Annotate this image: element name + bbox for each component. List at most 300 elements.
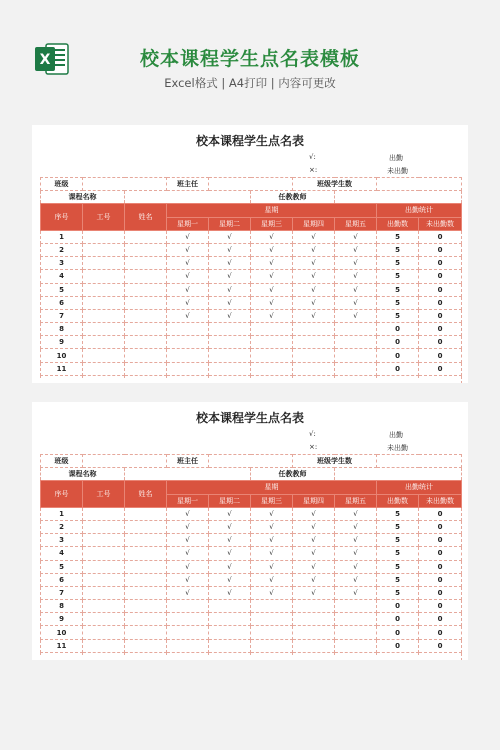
sheet-preview-2 bbox=[32, 402, 468, 660]
table-row bbox=[41, 349, 462, 362]
legend-absent-symbol: ×: bbox=[309, 166, 318, 174]
attendance-mark-cell[interactable] bbox=[293, 613, 335, 626]
attendance-mark-cell[interactable]: √ bbox=[167, 230, 209, 243]
present-count-cell: 5 bbox=[377, 560, 419, 573]
attendance-mark-cell[interactable]: √ bbox=[251, 257, 293, 270]
info-row bbox=[41, 455, 462, 468]
attendance-mark-cell[interactable]: √ bbox=[251, 560, 293, 573]
attendance-mark-cell[interactable] bbox=[209, 349, 251, 362]
table-row bbox=[41, 257, 462, 270]
attendance-mark-cell[interactable]: √ bbox=[251, 586, 293, 599]
col-day-header: 星期三 bbox=[251, 217, 293, 230]
attendance-mark-cell[interactable]: √ bbox=[167, 560, 209, 573]
id-cell[interactable] bbox=[83, 270, 125, 283]
course-label: 课程名称 bbox=[41, 191, 125, 204]
col-day-header: 星期四 bbox=[293, 217, 335, 230]
absent-count-cell: 0 bbox=[419, 547, 462, 560]
head-teacher-value-cell[interactable] bbox=[209, 455, 293, 468]
attendance-mark-cell[interactable] bbox=[167, 323, 209, 336]
attendance-mark-cell[interactable]: √ bbox=[293, 243, 335, 256]
col-day-header: 星期一 bbox=[167, 494, 209, 507]
attendance-mark-cell[interactable]: √ bbox=[293, 296, 335, 309]
attendance-mark-cell[interactable]: √ bbox=[209, 520, 251, 533]
id-cell[interactable] bbox=[83, 573, 125, 586]
row-number: 10 bbox=[41, 349, 83, 362]
attendance-mark-cell[interactable] bbox=[335, 323, 377, 336]
name-cell[interactable] bbox=[125, 573, 167, 586]
name-cell[interactable] bbox=[125, 230, 167, 243]
table-row bbox=[41, 520, 462, 533]
row-number: 8 bbox=[41, 323, 83, 336]
table-row bbox=[41, 600, 462, 613]
col-week-header: 星期 bbox=[167, 481, 377, 494]
attendance-mark-cell[interactable]: √ bbox=[167, 573, 209, 586]
attendance-mark-cell[interactable] bbox=[251, 639, 293, 652]
attendance-mark-cell[interactable]: √ bbox=[251, 534, 293, 547]
class-students-label: 班级学生数 bbox=[293, 178, 377, 191]
class-students-value-cell[interactable] bbox=[377, 178, 462, 191]
teacher-label: 任教教师 bbox=[251, 191, 335, 204]
attendance-mark-cell[interactable]: √ bbox=[335, 243, 377, 256]
attendance-table bbox=[40, 454, 462, 660]
attendance-mark-cell[interactable]: √ bbox=[209, 309, 251, 322]
col-no-header: 序号 bbox=[41, 481, 83, 507]
attendance-mark-cell[interactable]: √ bbox=[335, 257, 377, 270]
attendance-mark-cell[interactable]: √ bbox=[251, 243, 293, 256]
table-row bbox=[41, 323, 462, 336]
attendance-mark-cell[interactable] bbox=[335, 600, 377, 613]
class-label: 班级 bbox=[41, 455, 83, 468]
present-count-cell: 0 bbox=[377, 600, 419, 613]
table-row bbox=[41, 507, 462, 520]
attendance-mark-cell[interactable]: √ bbox=[167, 520, 209, 533]
attendance-mark-cell[interactable]: √ bbox=[335, 520, 377, 533]
table-row bbox=[41, 573, 462, 586]
attendance-mark-cell[interactable] bbox=[209, 639, 251, 652]
attendance-mark-cell[interactable] bbox=[209, 613, 251, 626]
attendance-mark-cell[interactable] bbox=[335, 362, 377, 375]
name-cell[interactable] bbox=[125, 507, 167, 520]
attendance-mark-cell[interactable]: √ bbox=[209, 243, 251, 256]
absent-count-cell: 0 bbox=[419, 296, 462, 309]
id-cell[interactable] bbox=[83, 534, 125, 547]
attendance-mark-cell[interactable]: √ bbox=[293, 507, 335, 520]
table-row bbox=[41, 534, 462, 547]
absent-count-cell: 0 bbox=[419, 270, 462, 283]
attendance-mark-cell[interactable]: √ bbox=[209, 573, 251, 586]
sheet-cutoff bbox=[40, 655, 461, 660]
col-day-header: 星期五 bbox=[335, 217, 377, 230]
table-row bbox=[41, 362, 462, 375]
name-cell[interactable] bbox=[125, 243, 167, 256]
attendance-mark-cell[interactable]: √ bbox=[335, 309, 377, 322]
attendance-mark-cell[interactable]: √ bbox=[293, 586, 335, 599]
attendance-mark-cell[interactable]: √ bbox=[293, 270, 335, 283]
class-students-label: 班级学生数 bbox=[293, 455, 377, 468]
attendance-mark-cell[interactable]: √ bbox=[167, 270, 209, 283]
absent-count-cell: 0 bbox=[419, 230, 462, 243]
page-title: 校本课程学生点名表模板 bbox=[139, 48, 360, 70]
class-value-cell[interactable] bbox=[83, 455, 167, 468]
col-present-header: 出勤数 bbox=[377, 494, 419, 507]
name-cell[interactable] bbox=[125, 534, 167, 547]
absent-count-cell: 0 bbox=[419, 626, 462, 639]
present-count-cell: 5 bbox=[377, 534, 419, 547]
attendance-mark-cell[interactable]: √ bbox=[251, 573, 293, 586]
sheet-cutoff bbox=[40, 378, 461, 383]
id-cell[interactable] bbox=[83, 586, 125, 599]
absent-count-cell: 0 bbox=[419, 534, 462, 547]
id-cell[interactable] bbox=[83, 639, 125, 652]
absent-count-cell: 0 bbox=[419, 573, 462, 586]
row-number: 7 bbox=[41, 586, 83, 599]
present-count-cell: 0 bbox=[377, 362, 419, 375]
attendance-mark-cell[interactable] bbox=[209, 362, 251, 375]
present-count-cell: 5 bbox=[377, 257, 419, 270]
row-number: 8 bbox=[41, 600, 83, 613]
attendance-mark-cell[interactable] bbox=[293, 323, 335, 336]
name-cell[interactable] bbox=[125, 613, 167, 626]
id-cell[interactable] bbox=[83, 336, 125, 349]
attendance-mark-cell[interactable]: √ bbox=[335, 547, 377, 560]
sheet-title: 校本课程学生点名表 bbox=[195, 411, 304, 425]
attendance-mark-cell[interactable] bbox=[251, 600, 293, 613]
legend-present-label: 出勤 bbox=[389, 431, 403, 439]
name-cell[interactable] bbox=[125, 639, 167, 652]
svg-text:X: X bbox=[39, 52, 51, 68]
present-count-cell: 5 bbox=[377, 507, 419, 520]
attendance-mark-cell[interactable]: √ bbox=[251, 230, 293, 243]
attendance-mark-cell[interactable]: √ bbox=[251, 283, 293, 296]
attendance-mark-cell[interactable] bbox=[167, 349, 209, 362]
present-count-cell: 0 bbox=[377, 639, 419, 652]
attendance-mark-cell[interactable] bbox=[251, 626, 293, 639]
present-count-cell: 0 bbox=[377, 626, 419, 639]
id-cell[interactable] bbox=[83, 626, 125, 639]
row-number: 4 bbox=[41, 547, 83, 560]
attendance-mark-cell[interactable]: √ bbox=[209, 257, 251, 270]
attendance-mark-cell[interactable] bbox=[335, 613, 377, 626]
row-number: 2 bbox=[41, 243, 83, 256]
present-count-cell: 5 bbox=[377, 270, 419, 283]
attendance-mark-cell[interactable] bbox=[209, 626, 251, 639]
attendance-mark-cell[interactable]: √ bbox=[335, 230, 377, 243]
attendance-mark-cell[interactable]: √ bbox=[251, 547, 293, 560]
course-value-cell[interactable] bbox=[125, 191, 251, 204]
row-number: 9 bbox=[41, 336, 83, 349]
table-row bbox=[41, 296, 462, 309]
id-cell[interactable] bbox=[83, 520, 125, 533]
attendance-mark-cell[interactable]: √ bbox=[335, 573, 377, 586]
absent-count-cell: 0 bbox=[419, 362, 462, 375]
col-absent-header: 未出勤数 bbox=[419, 217, 462, 230]
attendance-mark-cell[interactable]: √ bbox=[293, 230, 335, 243]
attendance-mark-cell[interactable]: √ bbox=[335, 296, 377, 309]
attendance-mark-cell[interactable]: √ bbox=[209, 283, 251, 296]
id-cell[interactable] bbox=[83, 309, 125, 322]
attendance-mark-cell[interactable]: √ bbox=[335, 507, 377, 520]
id-cell[interactable] bbox=[83, 243, 125, 256]
present-count-cell: 5 bbox=[377, 309, 419, 322]
attendance-mark-cell[interactable]: √ bbox=[167, 243, 209, 256]
col-day-header: 星期一 bbox=[167, 217, 209, 230]
attendance-mark-cell[interactable] bbox=[167, 336, 209, 349]
col-day-header: 星期二 bbox=[209, 494, 251, 507]
id-cell[interactable] bbox=[83, 230, 125, 243]
col-present-header: 出勤数 bbox=[377, 217, 419, 230]
row-number: 11 bbox=[41, 362, 83, 375]
name-cell[interactable] bbox=[125, 309, 167, 322]
attendance-mark-cell[interactable] bbox=[293, 639, 335, 652]
attendance-mark-cell[interactable] bbox=[293, 626, 335, 639]
present-count-cell: 5 bbox=[377, 243, 419, 256]
attendance-mark-cell[interactable] bbox=[335, 626, 377, 639]
attendance-mark-cell[interactable] bbox=[251, 613, 293, 626]
absent-count-cell: 0 bbox=[419, 600, 462, 613]
legend-present-symbol: √: bbox=[309, 430, 316, 438]
table-header-row bbox=[41, 481, 462, 494]
col-week-header: 星期 bbox=[167, 204, 377, 217]
col-stats-header: 出勤统计 bbox=[377, 481, 462, 494]
attendance-mark-cell[interactable] bbox=[293, 362, 335, 375]
legend-present-label: 出勤 bbox=[389, 154, 403, 162]
attendance-mark-cell[interactable] bbox=[293, 600, 335, 613]
row-number: 6 bbox=[41, 573, 83, 586]
attendance-mark-cell[interactable]: √ bbox=[293, 520, 335, 533]
absent-count-cell: 0 bbox=[419, 336, 462, 349]
id-cell[interactable] bbox=[83, 296, 125, 309]
id-cell[interactable] bbox=[83, 547, 125, 560]
attendance-mark-cell[interactable] bbox=[251, 336, 293, 349]
page-header bbox=[0, 0, 500, 112]
attendance-mark-cell[interactable]: √ bbox=[209, 270, 251, 283]
id-cell[interactable] bbox=[83, 257, 125, 270]
attendance-mark-cell[interactable]: √ bbox=[167, 296, 209, 309]
attendance-mark-cell[interactable] bbox=[251, 323, 293, 336]
absent-count-cell: 0 bbox=[419, 257, 462, 270]
table-row bbox=[41, 626, 462, 639]
attendance-mark-cell[interactable]: √ bbox=[293, 547, 335, 560]
attendance-table bbox=[40, 177, 462, 383]
attendance-mark-cell[interactable]: √ bbox=[209, 534, 251, 547]
present-count-cell: 5 bbox=[377, 520, 419, 533]
attendance-mark-cell[interactable]: √ bbox=[209, 586, 251, 599]
table-row bbox=[41, 230, 462, 243]
absent-count-cell: 0 bbox=[419, 323, 462, 336]
row-number: 6 bbox=[41, 296, 83, 309]
attendance-mark-cell[interactable] bbox=[335, 336, 377, 349]
id-cell[interactable] bbox=[83, 560, 125, 573]
present-count-cell: 5 bbox=[377, 573, 419, 586]
attendance-mark-cell[interactable] bbox=[293, 336, 335, 349]
attendance-mark-cell[interactable]: √ bbox=[293, 309, 335, 322]
course-label: 课程名称 bbox=[41, 468, 125, 481]
present-count-cell: 5 bbox=[377, 586, 419, 599]
attendance-mark-cell[interactable]: √ bbox=[167, 283, 209, 296]
name-cell[interactable] bbox=[125, 336, 167, 349]
teacher-value-cell[interactable] bbox=[335, 191, 462, 204]
legend-present-symbol: √: bbox=[309, 153, 316, 161]
id-cell[interactable] bbox=[83, 600, 125, 613]
page-subtitle: Excel格式 | A4打印 | 内容可更改 bbox=[164, 76, 336, 90]
attendance-mark-cell[interactable]: √ bbox=[251, 309, 293, 322]
row-number: 7 bbox=[41, 309, 83, 322]
attendance-mark-cell[interactable] bbox=[167, 600, 209, 613]
absent-count-cell: 0 bbox=[419, 283, 462, 296]
name-cell[interactable] bbox=[125, 270, 167, 283]
attendance-mark-cell[interactable]: √ bbox=[167, 586, 209, 599]
attendance-mark-cell[interactable]: √ bbox=[167, 534, 209, 547]
sheet-preview-1 bbox=[32, 125, 468, 383]
attendance-mark-cell[interactable] bbox=[167, 639, 209, 652]
attendance-mark-cell[interactable]: √ bbox=[209, 296, 251, 309]
absent-count-cell: 0 bbox=[419, 309, 462, 322]
col-absent-header: 未出勤数 bbox=[419, 494, 462, 507]
col-no-header: 序号 bbox=[41, 204, 83, 230]
table-row bbox=[41, 560, 462, 573]
name-cell[interactable] bbox=[125, 283, 167, 296]
class-label: 班级 bbox=[41, 178, 83, 191]
attendance-mark-cell[interactable]: √ bbox=[251, 520, 293, 533]
head-teacher-value-cell[interactable] bbox=[209, 178, 293, 191]
attendance-mark-cell[interactable]: √ bbox=[335, 560, 377, 573]
id-cell[interactable] bbox=[83, 349, 125, 362]
attendance-mark-cell[interactable]: √ bbox=[167, 507, 209, 520]
head-teacher-label: 班主任 bbox=[167, 178, 209, 191]
attendance-mark-cell[interactable]: √ bbox=[209, 507, 251, 520]
course-value-cell[interactable] bbox=[125, 468, 251, 481]
col-day-header: 星期三 bbox=[251, 494, 293, 507]
absent-count-cell: 0 bbox=[419, 243, 462, 256]
attendance-mark-cell[interactable] bbox=[167, 613, 209, 626]
attendance-mark-cell[interactable]: √ bbox=[335, 270, 377, 283]
present-count-cell: 0 bbox=[377, 336, 419, 349]
absent-count-cell: 0 bbox=[419, 639, 462, 652]
table-row bbox=[41, 283, 462, 296]
attendance-mark-cell[interactable] bbox=[167, 362, 209, 375]
table-row bbox=[41, 547, 462, 560]
attendance-mark-cell[interactable] bbox=[167, 626, 209, 639]
name-cell[interactable] bbox=[125, 296, 167, 309]
attendance-mark-cell[interactable]: √ bbox=[209, 230, 251, 243]
teacher-label: 任教教师 bbox=[251, 468, 335, 481]
col-name-header: 姓名 bbox=[125, 204, 167, 230]
attendance-mark-cell[interactable]: √ bbox=[209, 560, 251, 573]
name-cell[interactable] bbox=[125, 626, 167, 639]
table-header-row bbox=[41, 204, 462, 217]
table-row bbox=[41, 270, 462, 283]
legend-absent-label: 未出勤 bbox=[387, 167, 408, 175]
class-value-cell[interactable] bbox=[83, 178, 167, 191]
id-cell[interactable] bbox=[83, 362, 125, 375]
attendance-mark-cell[interactable]: √ bbox=[335, 534, 377, 547]
present-count-cell: 5 bbox=[377, 283, 419, 296]
name-cell[interactable] bbox=[125, 586, 167, 599]
col-day-header: 星期五 bbox=[335, 494, 377, 507]
row-number: 1 bbox=[41, 507, 83, 520]
attendance-mark-cell[interactable]: √ bbox=[293, 283, 335, 296]
info-row bbox=[41, 178, 462, 191]
absent-count-cell: 0 bbox=[419, 560, 462, 573]
attendance-mark-cell[interactable]: √ bbox=[335, 586, 377, 599]
attendance-mark-cell[interactable]: √ bbox=[335, 283, 377, 296]
attendance-mark-cell[interactable] bbox=[209, 323, 251, 336]
info-row bbox=[41, 191, 462, 204]
row-number: 5 bbox=[41, 283, 83, 296]
id-cell[interactable] bbox=[83, 283, 125, 296]
attendance-mark-cell[interactable]: √ bbox=[293, 257, 335, 270]
col-day-header: 星期四 bbox=[293, 494, 335, 507]
present-count-cell: 0 bbox=[377, 613, 419, 626]
table-row bbox=[41, 309, 462, 322]
absent-count-cell: 0 bbox=[419, 520, 462, 533]
teacher-value-cell[interactable] bbox=[335, 468, 462, 481]
present-count-cell: 0 bbox=[377, 349, 419, 362]
row-number: 3 bbox=[41, 534, 83, 547]
attendance-mark-cell[interactable] bbox=[335, 349, 377, 362]
id-cell[interactable] bbox=[83, 323, 125, 336]
table-row bbox=[41, 613, 462, 626]
attendance-mark-cell[interactable]: √ bbox=[209, 547, 251, 560]
absent-count-cell: 0 bbox=[419, 349, 462, 362]
attendance-mark-cell[interactable] bbox=[209, 600, 251, 613]
table-row bbox=[41, 336, 462, 349]
name-cell[interactable] bbox=[125, 349, 167, 362]
name-cell[interactable] bbox=[125, 362, 167, 375]
attendance-mark-cell[interactable]: √ bbox=[293, 560, 335, 573]
present-count-cell: 5 bbox=[377, 230, 419, 243]
col-day-header: 星期二 bbox=[209, 217, 251, 230]
class-students-value-cell[interactable] bbox=[377, 455, 462, 468]
present-count-cell: 5 bbox=[377, 296, 419, 309]
table-row bbox=[41, 243, 462, 256]
attendance-mark-cell[interactable] bbox=[251, 362, 293, 375]
row-number: 2 bbox=[41, 520, 83, 533]
attendance-mark-cell[interactable] bbox=[335, 639, 377, 652]
row-number: 4 bbox=[41, 270, 83, 283]
name-cell[interactable] bbox=[125, 520, 167, 533]
name-cell[interactable] bbox=[125, 600, 167, 613]
col-id-header: 工号 bbox=[83, 204, 125, 230]
name-cell[interactable] bbox=[125, 560, 167, 573]
attendance-mark-cell[interactable]: √ bbox=[251, 296, 293, 309]
attendance-mark-cell[interactable]: √ bbox=[167, 257, 209, 270]
row-number: 1 bbox=[41, 230, 83, 243]
attendance-mark-cell[interactable]: √ bbox=[251, 270, 293, 283]
name-cell[interactable] bbox=[125, 257, 167, 270]
id-cell[interactable] bbox=[83, 613, 125, 626]
absent-count-cell: 0 bbox=[419, 507, 462, 520]
present-count-cell: 5 bbox=[377, 547, 419, 560]
head-teacher-label: 班主任 bbox=[167, 455, 209, 468]
sheet-title: 校本课程学生点名表 bbox=[195, 134, 304, 148]
attendance-mark-cell[interactable] bbox=[209, 336, 251, 349]
attendance-mark-cell[interactable]: √ bbox=[293, 534, 335, 547]
absent-count-cell: 0 bbox=[419, 613, 462, 626]
attendance-mark-cell[interactable]: √ bbox=[167, 309, 209, 322]
row-number: 9 bbox=[41, 613, 83, 626]
id-cell[interactable] bbox=[83, 507, 125, 520]
attendance-mark-cell[interactable] bbox=[251, 349, 293, 362]
row-number: 5 bbox=[41, 560, 83, 573]
col-name-header: 姓名 bbox=[125, 481, 167, 507]
attendance-mark-cell[interactable] bbox=[293, 349, 335, 362]
attendance-mark-cell[interactable]: √ bbox=[251, 507, 293, 520]
name-cell[interactable] bbox=[125, 323, 167, 336]
attendance-mark-cell[interactable]: √ bbox=[293, 573, 335, 586]
name-cell[interactable] bbox=[125, 547, 167, 560]
attendance-mark-cell[interactable]: √ bbox=[167, 547, 209, 560]
